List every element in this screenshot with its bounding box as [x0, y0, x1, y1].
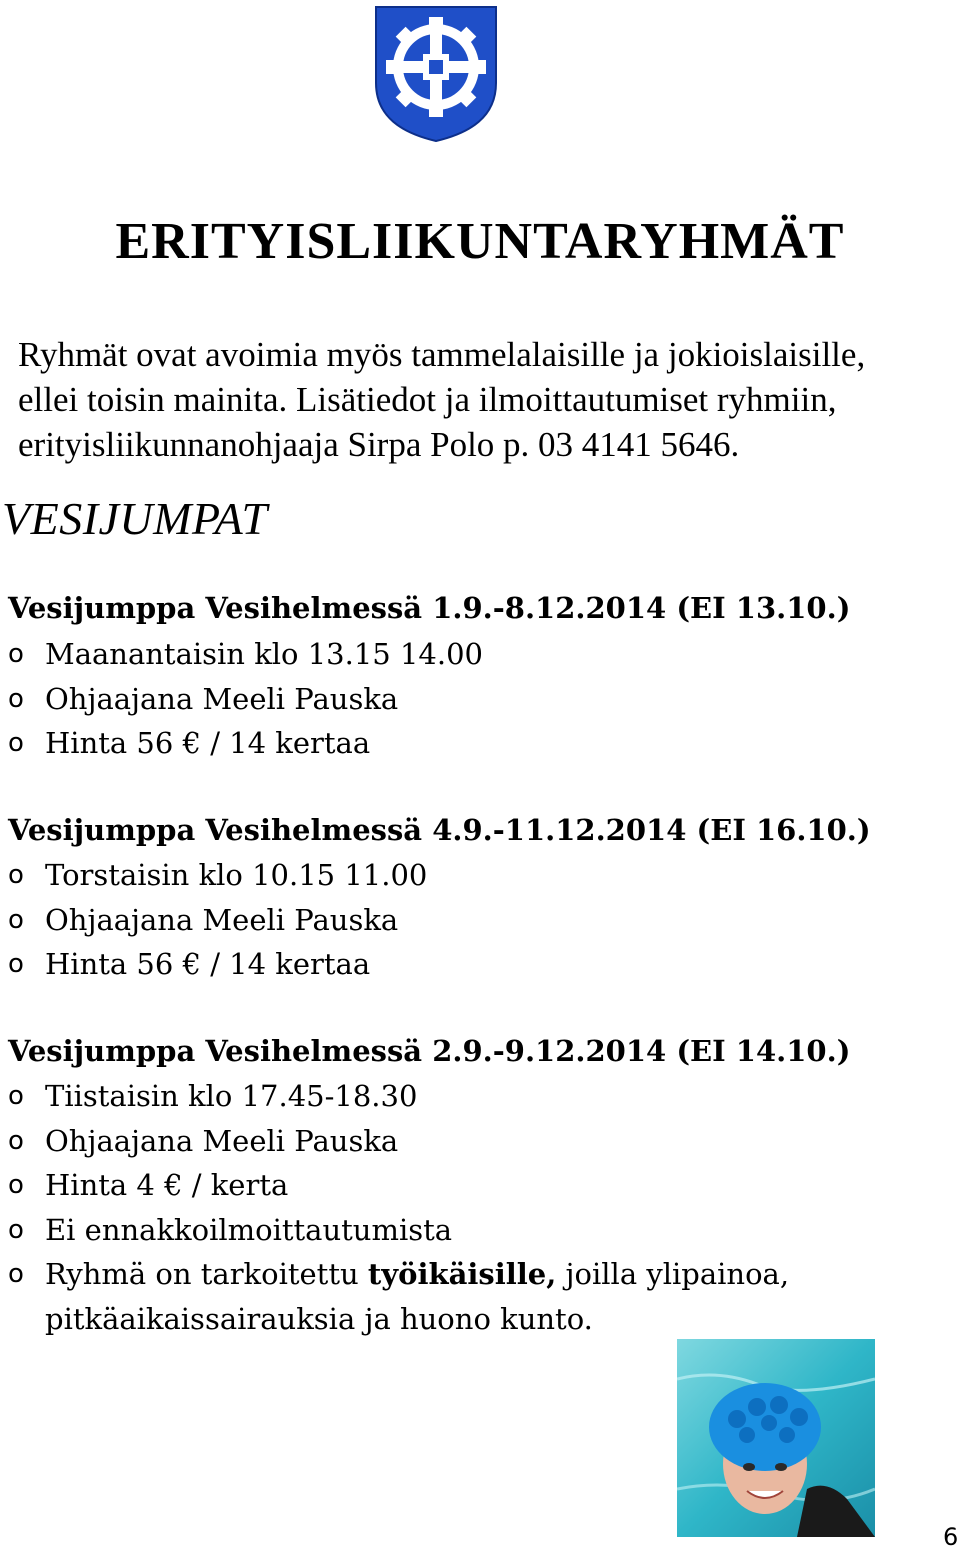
list-item: o Ohjaajana Meeli Pauska: [8, 898, 908, 943]
emphasis-text: työikäisille,: [367, 1257, 557, 1291]
group-list: [8, 853, 908, 987]
bullet-icon: o: [8, 1214, 24, 1245]
list-item: o Ryhmä on tarkoitettu työikäisille, joilla ylipainoa, pitkäaikaissairauksia ja huono kunto.: [8, 1252, 908, 1341]
list-item: o Maanantaisin klo 13.15 14.00: [8, 632, 908, 677]
group-title: Vesijumppa Vesihelmessä 4.9.-11.12.2014 (EI 16.10.): [8, 813, 871, 847]
bullet-icon: o: [8, 1125, 24, 1156]
intro-paragraph: [18, 332, 918, 467]
group-list: [8, 632, 908, 766]
group-list: [8, 1074, 908, 1341]
bullet-icon: o: [8, 639, 24, 669]
list-item: o Tiistaisin klo 17.45-18.30: [8, 1074, 908, 1119]
bullet-icon: o: [8, 949, 24, 979]
bullet-icon: o: [8, 904, 24, 935]
coat-of-arms-icon: [374, 5, 498, 143]
intro-line: Ryhmät ovat avoimia myös tammelalaisille ja jokioislaisille,: [18, 335, 866, 374]
list-item: o Ohjaajana Meeli Pauska: [8, 1119, 908, 1164]
list-item: o Hinta 4 € / kerta: [8, 1163, 908, 1208]
bullet-icon: o: [8, 1259, 24, 1289]
bullet-icon: o: [8, 683, 24, 714]
bullet-icon: o: [8, 728, 24, 758]
page-title: ERITYISLIIKUNTARYHMÄT: [115, 213, 845, 270]
section-title: VESIJUMPAT: [2, 493, 268, 544]
bullet-icon: o: [8, 860, 24, 890]
list-item: o Hinta 56 € / 14 kertaa: [8, 721, 908, 766]
list-item: o Ohjaajana Meeli Pauska: [8, 677, 908, 722]
swimmer-photo: [677, 1339, 875, 1537]
list-item: o Ei ennakkoilmoittautumista: [8, 1208, 908, 1253]
list-item: o Hinta 56 € / 14 kertaa: [8, 942, 908, 987]
bullet-icon: o: [8, 1170, 24, 1200]
group-title: Vesijumppa Vesihelmessä 2.9.-9.12.2014 (EI 14.10.): [8, 1034, 851, 1068]
list-item: o Torstaisin klo 10.15 11.00: [8, 853, 908, 898]
intro-line: ellei toisin mainita. Lisätiedot ja ilmoittautumiset ryhmiin,: [18, 380, 837, 419]
page-number: 6: [943, 1523, 959, 1551]
bullet-icon: o: [8, 1081, 24, 1111]
intro-line: erityisliikunnanohjaaja Sirpa Polo p. 03 4141 5646.: [18, 425, 740, 464]
group-title: Vesijumppa Vesihelmessä 1.9.-8.12.2014 (EI 13.10.): [8, 591, 851, 625]
